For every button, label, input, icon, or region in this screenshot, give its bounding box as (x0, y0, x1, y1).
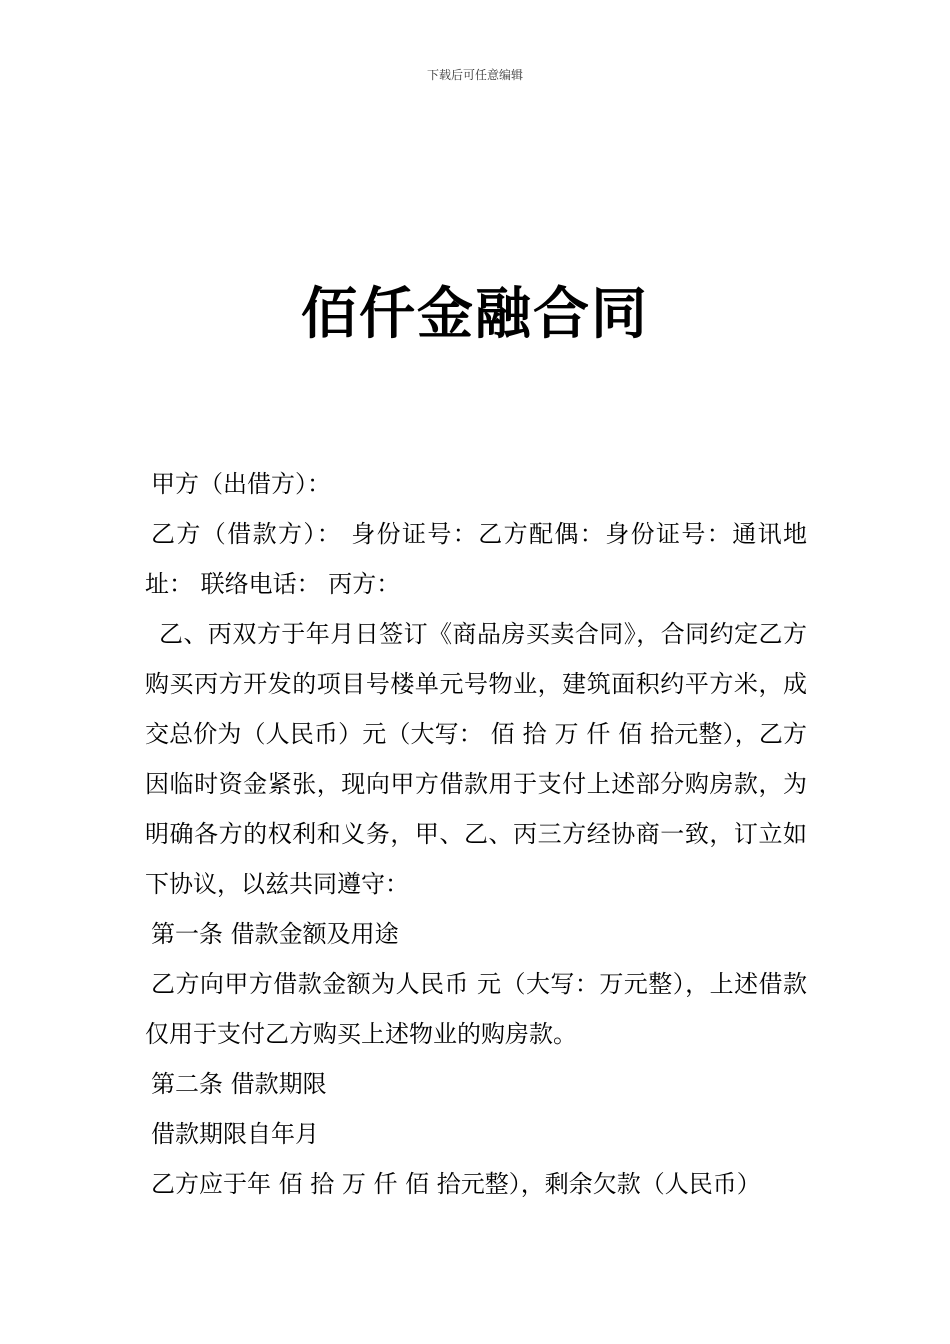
party-b-details: 乙方（借款方）： 身份证号：乙方配偶：身份证号：通讯地址： 联络电话： 丙方： (145, 520, 807, 598)
header-note: 下载后可任意编辑 (426, 68, 523, 82)
contract-title: 佰仟金融合同 (301, 281, 649, 347)
article-1-heading: 第一条 借款金额及用途 (151, 920, 399, 948)
article-2-term: 借款期限自年月 (151, 1120, 319, 1148)
contract-body (145, 459, 807, 1209)
preamble-paragraph: 乙、丙双方于年月日签订《商品房买卖合同》，合同约定乙方购买丙方开发的项目号楼单元号物业，建筑面积约平方米，成交总价为（人民币）元（大写： 佰 拾 万 仟 佰 拾元整），乙方因临时资金紧张，现向甲方借款用于支付上述部分购房款，为明确各方的权利和义务，甲、乙、丙三方经协商一致，订立如下协议，以兹共同遵守： (145, 620, 807, 898)
article-2-heading: 第二条 借款期限 (151, 1070, 327, 1098)
party-a-line: 甲方（出借方）： (151, 470, 331, 498)
article-1-content: 乙方向甲方借款金额为人民币 元（大写：万元整），上述借款仅用于支付乙方购买上述物业的购房款。 (145, 970, 807, 1048)
article-2-repayment: 乙方应于年 佰 拾 万 仟 佰 拾元整），剩余欠款（人民币） (151, 1170, 761, 1198)
